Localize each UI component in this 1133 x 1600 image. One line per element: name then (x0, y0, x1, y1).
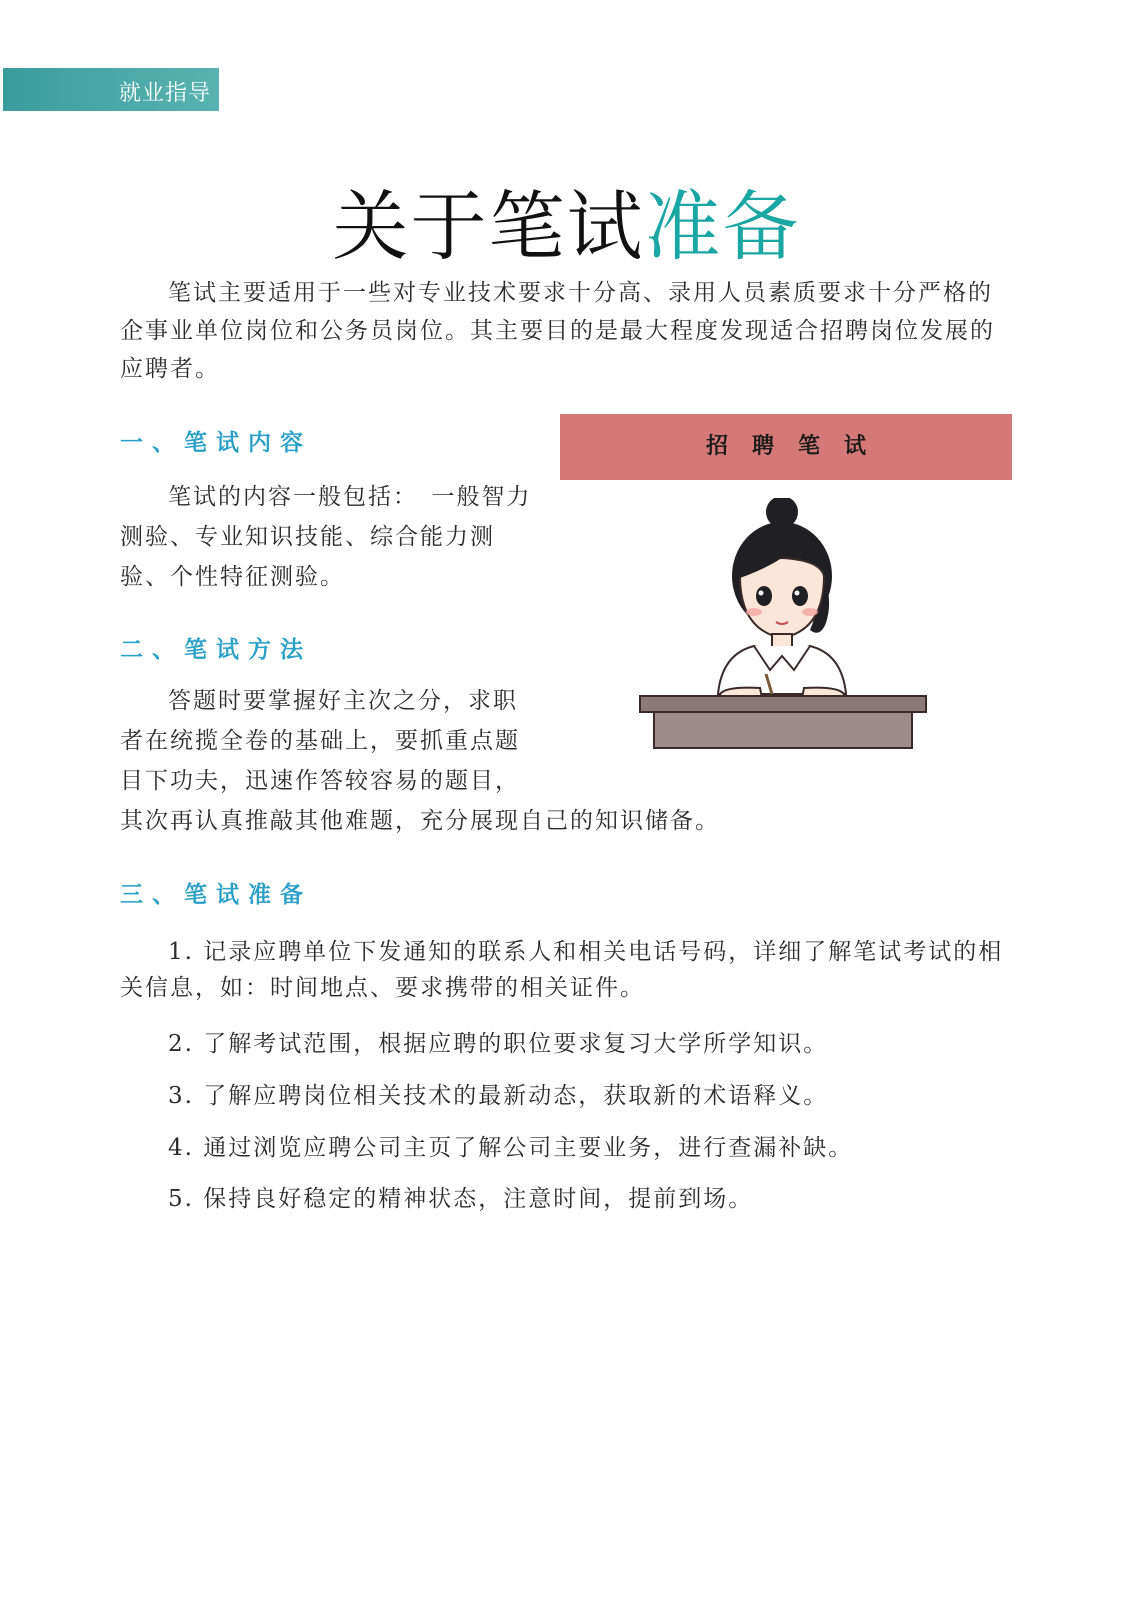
desk-top (640, 696, 926, 712)
section-heading-preparation: 三、笔试准备 (120, 882, 312, 908)
girl-writing-at-desk-illustration (630, 498, 960, 778)
list-item: 1. 记录应聘单位下发通知的联系人和相关电话号码，详细了解笔试考试的相关信息，如：时间地点、要求携带的相关证件。 (120, 939, 1004, 1001)
section-heading-content: 一、笔试内容 (120, 430, 312, 456)
illustration-svg (630, 498, 960, 778)
right-blush (802, 608, 818, 616)
left-eye-highlight (759, 591, 764, 596)
right-eye (792, 586, 808, 606)
section-heading-method: 二、笔试方法 (120, 637, 312, 663)
page-title-main: 关于笔试 (332, 182, 645, 271)
left-blush (746, 608, 762, 616)
list-item: 4. 通过浏览应聘公司主页了解公司主要业务，进行查漏补缺。 (168, 1135, 854, 1161)
desk-front (654, 712, 912, 748)
header-tag (3, 68, 219, 111)
neck (772, 634, 792, 648)
list-item: 3. 了解应聘岗位相关技术的最新动态，获取新的术语释义。 (168, 1083, 829, 1109)
section-content-body: 笔试的内容一般包括： 一般智力测验、专业知识技能、综合能力测验、个性特征测验。 (120, 484, 532, 590)
right-eye-highlight (795, 591, 800, 596)
page-title-accent: 准备 (644, 182, 801, 271)
section-method-body-tail: 其次再认真推敲其他难题，充分展现自己的知识储备。 (120, 808, 720, 834)
section-method-body: 答题时要掌握好主次之分，求职者在统揽全卷的基础上，要抓重点题目下功夫，迅速作答较容易的题目， (120, 688, 520, 794)
banner-label: 招聘笔试 (705, 434, 890, 459)
left-eye (756, 586, 772, 606)
list-item: 2. 了解考试范围，根据应聘的职位要求复习大学所学知识。 (168, 1031, 829, 1057)
list-item: 5. 保持良好稳定的精神状态，注意时间，提前到场。 (168, 1186, 754, 1212)
page-title (0, 182, 1133, 272)
recruitment-exam-banner (560, 414, 1012, 480)
header-tag-label: 就业指导 (119, 81, 212, 106)
intro-paragraph: 笔试主要适用于一些对专业技术要求十分高、录用人员素质要求十分严格的企事业单位岗位和公务员岗位。其主要目的是最大程度发现适合招聘岗位发展的应聘者。 (120, 280, 995, 382)
